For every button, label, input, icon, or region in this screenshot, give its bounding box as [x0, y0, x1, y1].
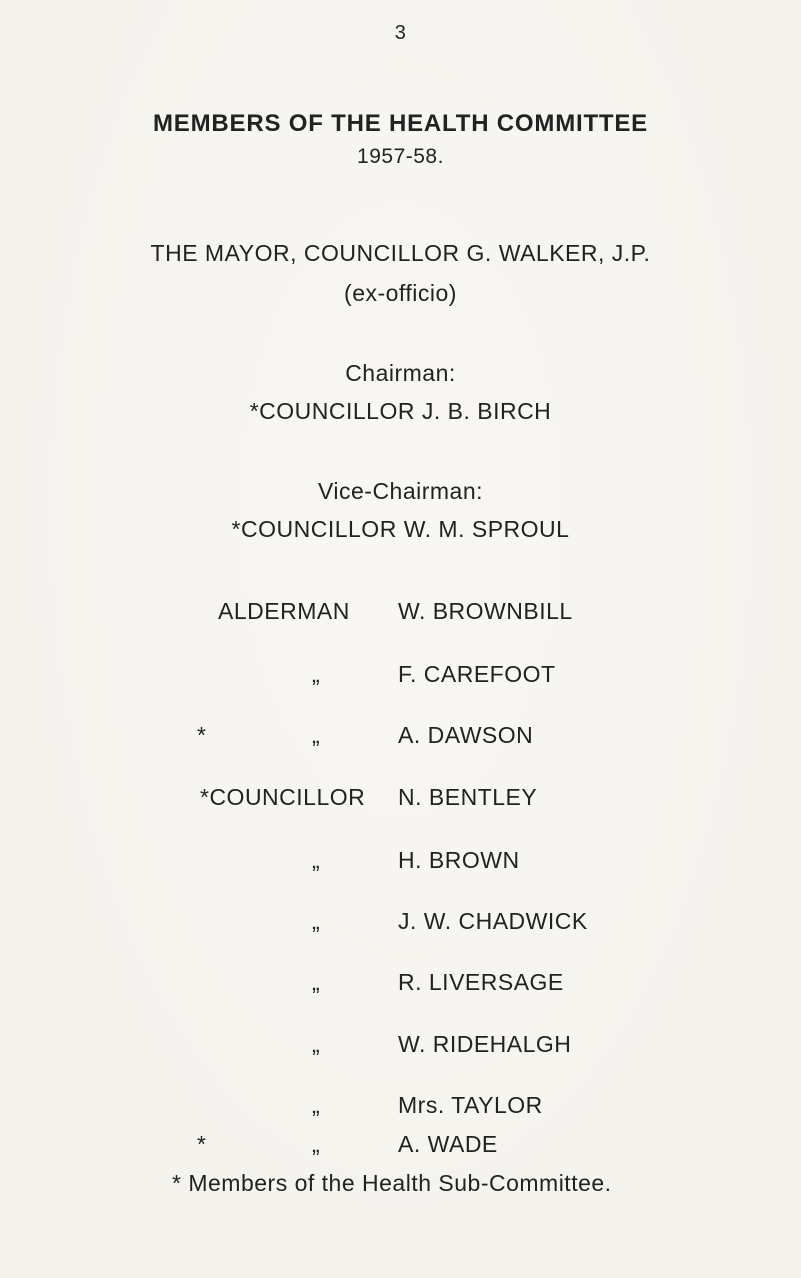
member-name: J. W. CHADWICK — [398, 908, 588, 934]
member-title: „ — [312, 847, 321, 873]
committee-title: MEMBERS OF THE HEALTH COMMITTEE — [152, 110, 648, 137]
ex-officio-member: THE MAYOR, COUNCILLOR G. WALKER, J.P. — [150, 240, 651, 266]
member-name: H. BROWN — [398, 847, 520, 873]
member-title: „ — [312, 722, 321, 748]
vice-chairman-name: *COUNCILLOR W. M. SPROUL — [231, 516, 570, 542]
member-star: * — [197, 722, 207, 748]
member-name: A. WADE — [398, 1131, 498, 1157]
member-name: W. RIDEHALGH — [398, 1031, 572, 1057]
ex-officio-note: (ex-officio) — [344, 280, 457, 306]
member-name: F. CAREFOOT — [398, 661, 556, 687]
member-name: W. BROWNBILL — [398, 598, 573, 624]
member-title: „ — [312, 1031, 321, 1057]
member-title: „ — [312, 1131, 321, 1157]
member-title: „ — [312, 908, 321, 934]
member-title: „ — [312, 1092, 321, 1118]
member-title: *COUNCILLOR — [200, 784, 366, 810]
member-title: „ — [312, 661, 321, 687]
footnote: * Members of the Health Sub-Committee. — [172, 1170, 612, 1196]
page-number: 3 — [394, 22, 407, 44]
member-star: * — [197, 1131, 207, 1157]
member-title: ALDERMAN — [218, 598, 350, 624]
member-name: A. DAWSON — [398, 722, 534, 748]
vice-chairman-label: Vice-Chairman: — [317, 478, 484, 504]
member-name: Mrs. TAYLOR — [398, 1092, 543, 1118]
committee-year: 1957-58. — [357, 145, 444, 168]
chairman-name: *COUNCILLOR J. B. BIRCH — [249, 398, 552, 424]
chairman-label: Chairman: — [345, 360, 456, 386]
member-title: „ — [312, 969, 321, 995]
member-name: N. BENTLEY — [398, 784, 538, 810]
member-name: R. LIVERSAGE — [398, 969, 564, 995]
